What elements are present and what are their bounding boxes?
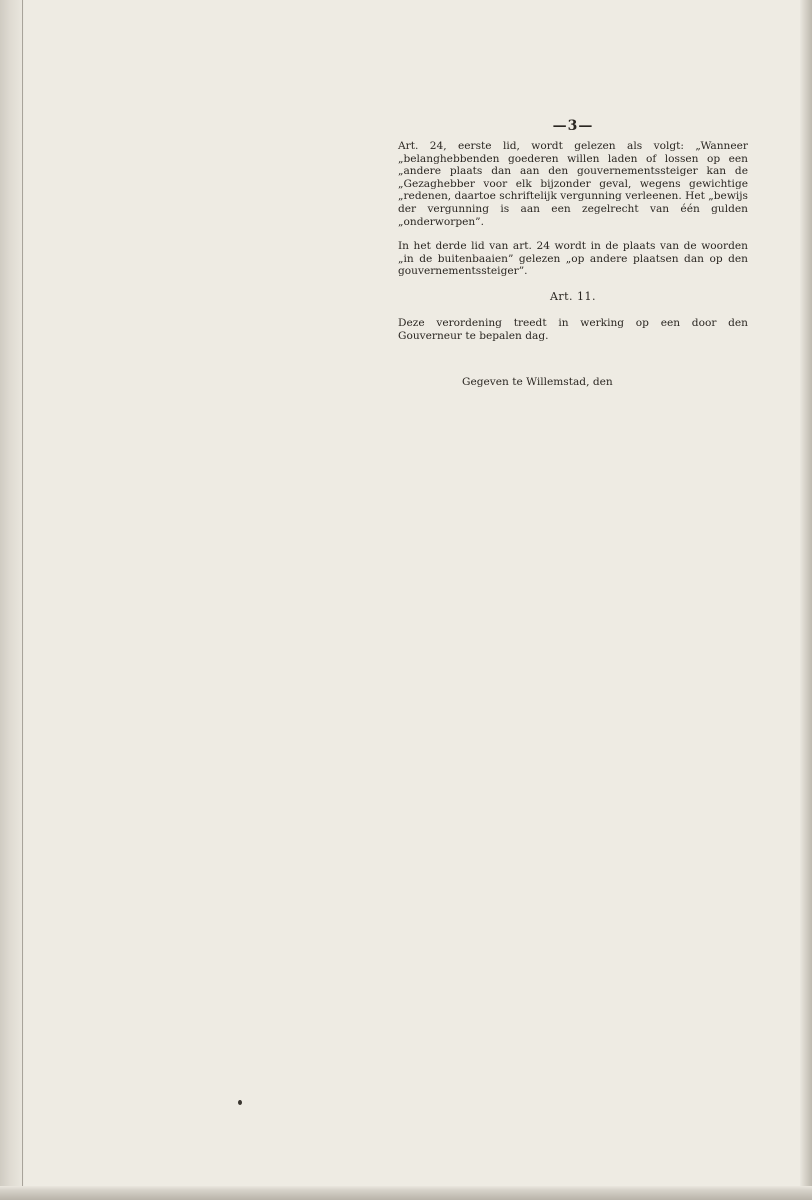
page-left-edge [0,0,24,1200]
paragraph-art-24-first: Art. 24, eerste lid, wordt gelezen als volgt: „Wanneer „belanghebbenden goederen willen laden of lossen op een „andere plaats dan aan den gouvernementssteiger kan de „Gezaghebber voor elk bijzonder geval, wegens gewichtige „redenen, daartoe schriftelijk vergunning verleenen. Het „bewijs der vergunning is aan een zegelrecht van één gulden „onderworpen”. [398,140,748,228]
closing-paragraph: Deze verordening treedt in werking op een door den Gouverneur te bepalen dag. [398,316,748,342]
ink-speck [238,1100,242,1105]
page-bottom-edge [0,1186,812,1200]
article-heading: Art. 11. [549,289,597,303]
signature-line: Gegeven te Willemstad, den [462,376,613,389]
document-body [398,118,748,388]
page-number: —3— [552,118,594,134]
page-right-edge [800,0,812,1200]
page-fold-line [22,0,23,1200]
paragraph-art-24-third: In het derde lid van art. 24 wordt in de plaats van de woorden „in de buitenbaaien” gelezen „op andere plaatsen dan op den gouvernementssteiger”. [398,240,748,278]
